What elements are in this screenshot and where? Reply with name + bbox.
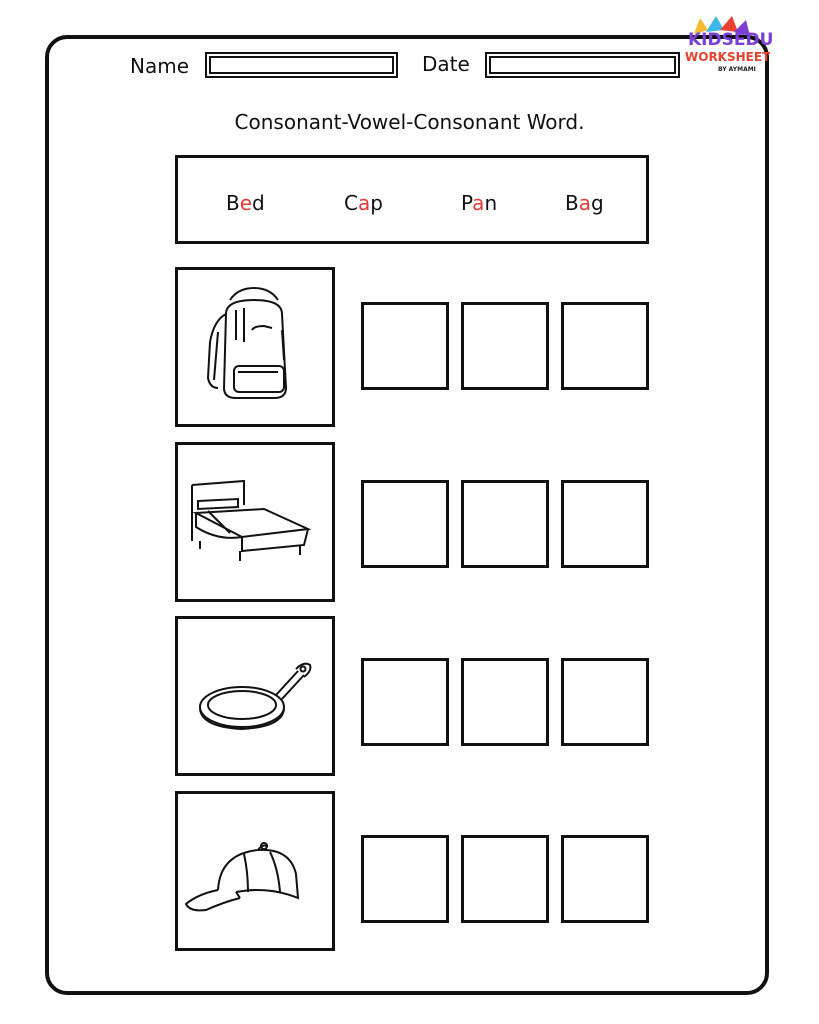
letter-box[interactable]	[361, 480, 449, 568]
picture-bed	[175, 442, 335, 602]
word-bank-item	[565, 191, 604, 215]
logo-byline: BY AYMAMI	[718, 66, 756, 73]
letter-box[interactable]	[361, 302, 449, 390]
letter-box[interactable]	[461, 480, 549, 568]
letter-box[interactable]	[361, 835, 449, 923]
word-letter: p	[370, 191, 383, 215]
word-bank-item	[226, 191, 265, 215]
date-label: Date	[422, 52, 470, 76]
letter-box[interactable]	[561, 658, 649, 746]
word-letter: B	[565, 191, 579, 215]
word-letter: B	[226, 191, 240, 215]
letter-box[interactable]	[361, 658, 449, 746]
word-letter: P	[461, 191, 473, 215]
logo-title: KIDSEDU	[688, 30, 774, 50]
bed-icon	[178, 445, 332, 599]
word-bank-item	[344, 191, 383, 215]
letter-box[interactable]	[561, 835, 649, 923]
name-field[interactable]	[205, 52, 398, 78]
letter-box[interactable]	[561, 480, 649, 568]
word-vowel: e	[239, 191, 253, 215]
word-bank-item	[461, 191, 497, 215]
word-vowel: a	[578, 191, 591, 215]
word-bank	[175, 155, 649, 244]
pan-icon	[178, 619, 332, 773]
word-letter: C	[344, 191, 358, 215]
word-letter: n	[484, 191, 498, 215]
name-label: Name	[130, 54, 190, 78]
cap-icon	[178, 794, 332, 948]
word-letter: g	[591, 191, 604, 215]
letter-box[interactable]	[461, 658, 549, 746]
word-vowel: a	[472, 191, 485, 215]
date-field[interactable]	[485, 52, 680, 78]
picture-pan	[175, 616, 335, 776]
picture-cap	[175, 791, 335, 951]
word-letter: d	[252, 191, 265, 215]
letter-box[interactable]	[461, 835, 549, 923]
letter-box[interactable]	[561, 302, 649, 390]
letter-box[interactable]	[461, 302, 549, 390]
backpack-icon	[178, 270, 332, 424]
word-vowel: a	[357, 191, 371, 215]
worksheet-title: Consonant-Vowel-Consonant Word.	[234, 110, 585, 134]
logo-subtitle: WORKSHEET	[685, 50, 771, 64]
picture-backpack	[175, 267, 335, 427]
